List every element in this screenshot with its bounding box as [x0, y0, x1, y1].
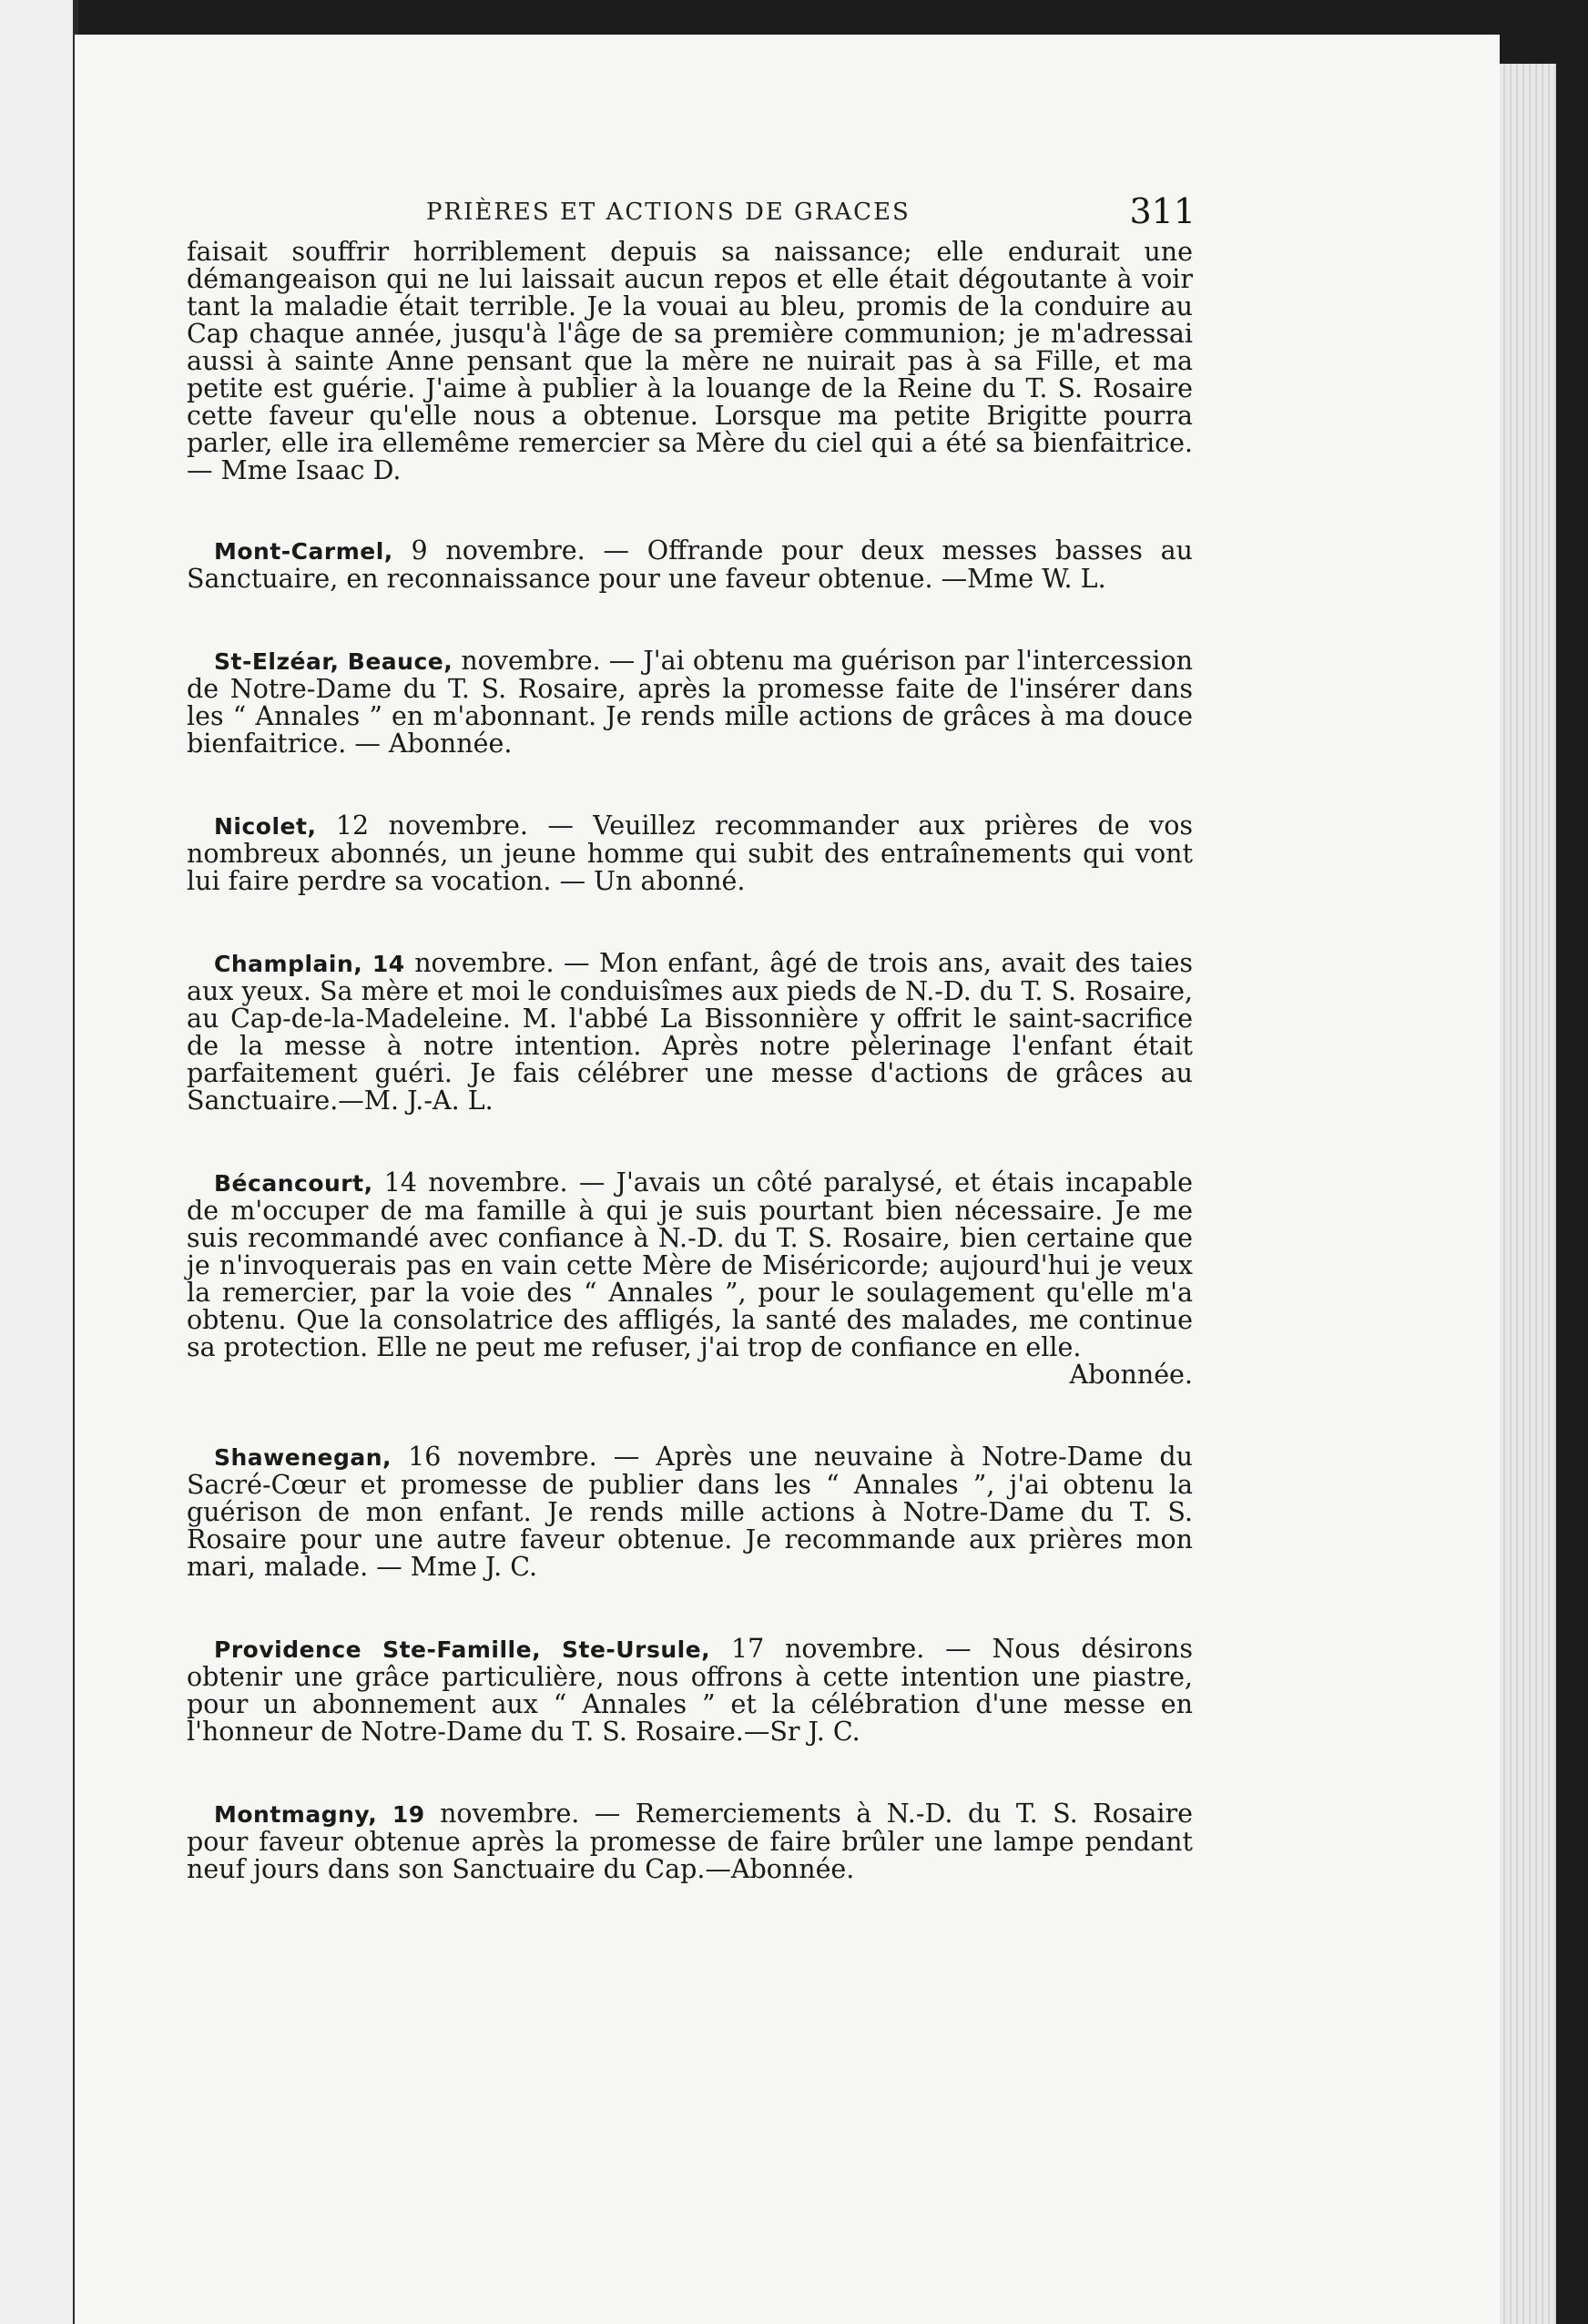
continuation-paragraph	[187, 239, 1193, 484]
entry-place: Providence Ste-Famille, Ste-Ursule,	[214, 1636, 711, 1663]
entry-mont-carmel	[187, 537, 1193, 593]
entry-text: 14 novembre. — J'avais un côté paralysé, et étais incapable de m'occuper de ma famille à qui je suis pourtant bien nécessaire. Je me suis recommandé avec confiance à N.-D. du T. S. Rosaire, bien certaine que je n'invoquerais pas en vain cette Mère de Miséricorde; aujourd'hui je veux la remercier, par la voie des “ Annales ”, pour le soulagement qu'elle m'a obtenu. Que la consolatrice des affligés, la santé des malades, me continue sa protection. Elle ne peut me refuser, j'ai trop de confiance en elle.	[187, 1167, 1193, 1362]
entry-text: novembre. — J'ai obtenu ma guérison par l'intercession de Notre-Dame du T. S. Rosaire, après la promesse faite de l'insérer dans les “ Annales ” en m'abonnant. Je rends mille actions de grâces à ma douce bienfaitrice. — Abonnée.	[187, 646, 1193, 759]
entry-place: Shawenegan,	[214, 1444, 392, 1471]
running-title: PRIÈRES ET ACTIONS DE GRACES	[426, 199, 911, 226]
entry-place: Champlain, 14	[214, 951, 405, 977]
entry-becancourt	[187, 1169, 1193, 1389]
entry-st-elzear	[187, 647, 1193, 758]
entry-text: 9 novembre. — Offrande pour deux messes basses au Sanctuaire, en reconnaissance pour une faveur obtenue. —Mme W. L.	[187, 535, 1193, 594]
entry-champlain	[187, 950, 1193, 1115]
entry-text: 16 novembre. — Après une neuvaine à Notre-Dame du Sacré-Cœur et promesse de publier dans les “ Annales ”, j'ai obtenu la guérison de mon enfant. Je rends mille actions à Notre-Dame du T. S. Rosaire pour une autre faveur obtenue. Je recommande aux prières mon mari, malade. — Mme J. C.	[187, 1442, 1193, 1582]
entry-place: Mont-Carmel,	[214, 538, 393, 565]
entry-nicolet	[187, 812, 1193, 895]
entry-place: St-Elzéar, Beauce,	[214, 648, 453, 675]
page-edge-stack	[1500, 64, 1556, 2324]
entry-text: novembre. — Remerciements à N.-D. du T. S. Rosaire pour faveur obtenue après la promesse de faire brûler une lampe pendant neuf jours dans son Sanctuaire du Cap.—Abonnée.	[187, 1799, 1194, 1884]
entry-signature: Abonnée.	[1069, 1360, 1193, 1390]
entry-place: Nicolet,	[214, 813, 317, 840]
entry-providence-ste-famille	[187, 1636, 1193, 1746]
entry-place: Bécancourt,	[214, 1170, 373, 1197]
previous-page-edge	[0, 0, 78, 2324]
text-body	[187, 239, 1193, 1938]
continuation-text: faisait souffrir horriblement depuis sa naissance; elle endurait une démangeaison qui ne lui laissait aucun repos et elle était dégoutante à voir tant la maladie était terrible. Je la vouai au bleu, promis de la conduire au Cap chaque année, jusqu'à l'âge de sa première communion; je m'adressai aussi à sainte Anne pensant que la mère ne nuirait pas à sa Fille, et ma petite est guérie. J'aime à publier à la louange de la Reine du T. S. Rosaire cette faveur qu'elle nous a obtenue. Lorsque ma petite Brigitte pourra parler, elle ira ellemême remercier sa Mère du ciel qui a été sa bienfaitrice. — Mme Isaac D.	[187, 237, 1193, 485]
entry-place: Montmagny, 19	[214, 1801, 425, 1828]
entry-shawenegan	[187, 1443, 1193, 1581]
entry-text: 17 novembre. — Nous désirons obtenir une grâce particulière, nous offrons à cette intention une piastre, pour un abonnement aux “ Annales ” et la célébration d'une messe en l'honneur de Notre-Dame du T. S. Rosaire.—Sr J. C.	[187, 1634, 1193, 1747]
entry-text: novembre. — Mon enfant, âgé de trois ans, avait des taies aux yeux. Sa mère et moi le conduisîmes aux pieds de N.-D. du T. S. Rosaire, au Cap-de-la-Madeleine. M. l'abbé La Bissonnière y offrit le saint-sacrifice de la messe à notre intention. Après notre pèlerinage l'enfant était parfaitement guéri. Je fais célébrer une messe d'actions de grâces au Sanctuaire.—M. J.-A. L.	[187, 948, 1193, 1116]
entry-text: 12 novembre. — Veuillez recommander aux prières de vos nombreux abonnés, un jeune homme qui subit des entraînements qui vont lui faire perdre sa vocation. — Un abonné.	[187, 810, 1193, 896]
entry-montmagny	[187, 1800, 1193, 1883]
page-header	[426, 191, 1196, 237]
page-number: 311	[1129, 191, 1196, 231]
